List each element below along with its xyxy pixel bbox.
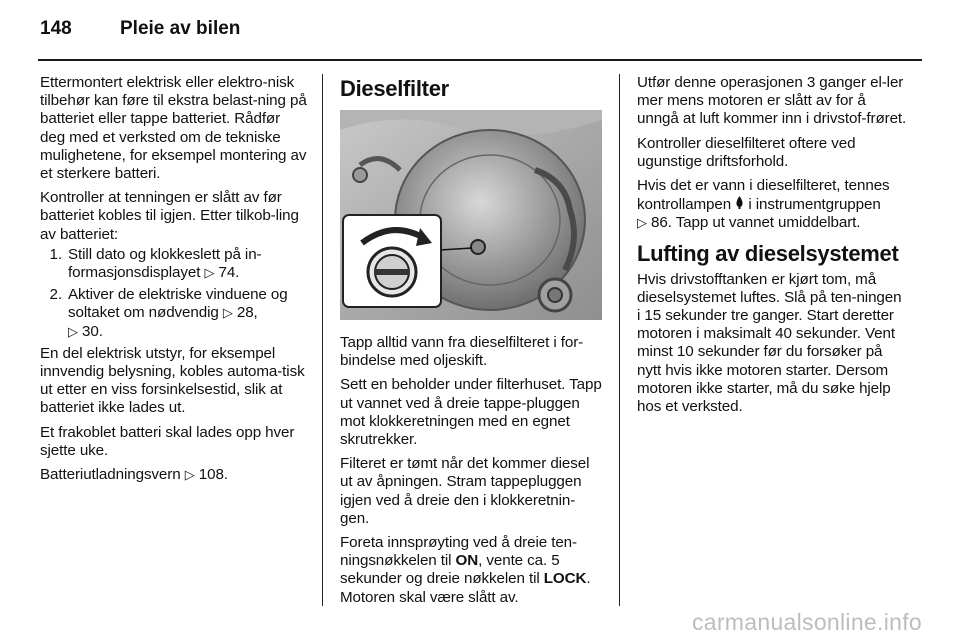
ref-arrow-icon: ▷: [637, 215, 647, 231]
list-number: 2.: [49, 286, 62, 304]
ref-arrow-icon: ▷: [68, 323, 78, 339]
diesel-filter-illustration: [340, 110, 602, 320]
list-item: [40, 286, 308, 341]
column-divider: [322, 74, 323, 606]
column-3: [637, 74, 907, 422]
page-ref-link[interactable]: 30.: [82, 322, 103, 340]
ref-arrow-icon: ▷: [204, 265, 215, 281]
list-text: Aktiver de elektriske vinduene og soltaket om nødvendig: [68, 286, 288, 322]
water-in-fuel-icon: [735, 196, 744, 213]
paragraph: Ettermontert elektrisk eller elektro-nisk tilbehør kan føre til ekstra belast-ning på batteriet eller tappe batteriet. Rådfør deg med et verksted om de tekniske mulighetene, for eksempel montering av et sterkere batteri.: [40, 74, 307, 183]
page-ref-link[interactable]: 108.: [198, 466, 228, 484]
paragraph: En del elektrisk utstyr, for eksempel innvendig belysning, kobles automa-tisk ut etter en viss forsinkelsestid, slik at batteriet ikke lades ut.: [40, 344, 305, 417]
paragraph: Hvis drivstofftanken er kjørt tom, må dieselsystemet luftes. Slå på ten-ningen i 15 sekunder tre ganger. Start deretter motoren i maksimalt 40 sekunder. Vent minst 10 sekunder før du forsøker på nytt hvis ikke motoren starter. Dersom motoren ikke starter, må du søke hjelp hos et verksted.: [637, 270, 902, 416]
page-ref-link[interactable]: 86. Tapp ut vannet umiddelbart.: [651, 214, 861, 232]
watermark: carmanualsonline.info: [691, 609, 922, 635]
column-1: [40, 74, 308, 490]
paragraph: Hvis det er vann i dieselfilteret, tennes kontrollampen i instrumentgruppen ▷ 86. Tapp ut vannet umiddelbart.: [637, 177, 890, 232]
paragraph: Batteriutladningsvern ▷ 108.: [40, 466, 228, 484]
ref-arrow-icon: ▷: [222, 305, 233, 321]
paragraph: Tapp alltid vann fra dieselfilteret i for-bindelse med oljeskift.: [340, 334, 584, 370]
page-number: 148: [40, 18, 72, 39]
paragraph: Filteret er tømt når det kommer diesel ut av åpningen. Stram tappepluggen igjen ved å dreie den i klokkeretnin-gen.: [340, 455, 590, 527]
section-heading: Lufting av dieselsystemet: [637, 240, 899, 266]
column-2: [340, 74, 602, 613]
page-ref-link[interactable]: 28,: [236, 304, 258, 322]
key-position-lock: LOCK: [543, 570, 587, 588]
paragraph: Kontroller at tenningen er slått av før batteriet kobles til igjen. Etter tilkob-ling av batteriet:: [40, 189, 299, 243]
numbered-list: [40, 246, 308, 341]
paragraph: Utfør denne operasjonen 3 ganger el-ler mer mens motoren er slått av for å unngå at luft kommer inn i drivstof-frøret.: [637, 74, 907, 128]
list-text: Still dato og klokkeslett på in-formasjonsdisplayet: [68, 245, 262, 282]
page-title: Pleie av bilen: [120, 18, 241, 39]
key-position-on: ON: [455, 552, 479, 570]
header-rule: [38, 59, 922, 61]
column-divider: [619, 74, 620, 606]
ref-arrow-icon: ▷: [184, 467, 195, 483]
page-header: [40, 18, 240, 48]
list-number: 1.: [49, 245, 62, 263]
paragraph: Foreta innsprøyting ved å dreie ten-ningsnøkkelen til ON, vente ca. 5 sekunder og dreie nøkkelen til LOCK. Motoren skal være slått av.: [340, 534, 591, 606]
page-ref-link[interactable]: 74.: [218, 264, 240, 282]
paragraph: Kontroller dieselfilteret oftere ved ugunstige driftsforhold.: [637, 134, 856, 170]
list-item: [40, 246, 308, 282]
section-heading: Dieselfilter: [340, 76, 449, 101]
paragraph: Et frakoblet batteri skal lades opp hver sjette uke.: [40, 423, 295, 459]
paragraph: Sett en beholder under filterhuset. Tapp ut vannet ved å dreie tappe-pluggen mot klokkeretningen med en egnet skrutrekker.: [340, 376, 602, 449]
